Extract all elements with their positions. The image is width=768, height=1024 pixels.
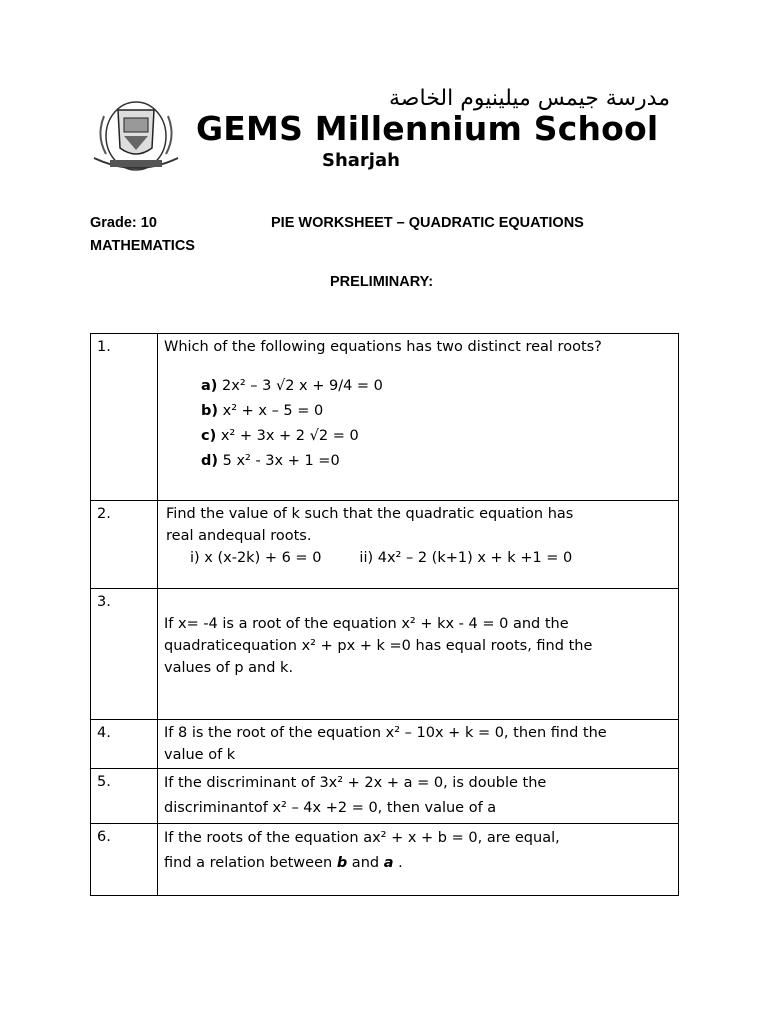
question-line: discriminantof x² – 4x +2 = 0, then value of a bbox=[164, 800, 497, 816]
section-heading: PRELIMINARY: bbox=[330, 274, 434, 290]
part-ii: ii) 4x² – 2 (k+1) x + k +1 = 0 bbox=[359, 550, 573, 566]
school-name: GEMS Millennium School bbox=[196, 109, 659, 148]
option-label: c) bbox=[201, 428, 217, 444]
worksheet-title: PIE WORKSHEET – QUADRATIC EQUATIONS bbox=[271, 215, 584, 231]
question-line: If 8 is the root of the equation x² – 10x + k = 0, then find the bbox=[164, 725, 607, 741]
variable-a: a bbox=[383, 855, 394, 871]
question-stem: Which of the following equations has two distinct real roots? bbox=[164, 339, 602, 355]
question-row bbox=[91, 824, 679, 896]
line-text: . bbox=[393, 855, 403, 871]
sub-parts bbox=[164, 547, 672, 569]
option-d bbox=[201, 449, 672, 474]
question-line bbox=[164, 851, 672, 876]
question-row bbox=[91, 769, 679, 824]
question-text bbox=[158, 501, 679, 589]
question-line: quadraticequation x² + px + k =0 has equal roots, find the bbox=[164, 638, 593, 654]
line-text: and bbox=[347, 855, 384, 871]
question-line: If x= -4 is a root of the equation x² + kx - 4 = 0 and the bbox=[164, 616, 569, 632]
question-row bbox=[91, 501, 679, 589]
line-text: find a relation between bbox=[164, 855, 337, 871]
question-line: If the roots of the equation ax² + x + b = 0, are equal, bbox=[164, 830, 560, 846]
question-text bbox=[158, 589, 679, 720]
question-number: 1. bbox=[91, 334, 158, 501]
option-label: d) bbox=[201, 453, 219, 469]
grade-label: Grade: 10 bbox=[90, 215, 157, 231]
part-i: i) x (x-2k) + 6 = 0 bbox=[190, 550, 322, 566]
question-row bbox=[91, 334, 679, 501]
question-number: 2. bbox=[91, 501, 158, 589]
option-text: x² + x – 5 = 0 bbox=[222, 403, 324, 419]
question-line: If the discriminant of 3x² + 2x + a = 0, is double the bbox=[164, 775, 547, 791]
school-crest-icon bbox=[90, 96, 182, 176]
option-label: b) bbox=[201, 403, 219, 419]
option-text: 2x² – 3 √2 x + 9/4 = 0 bbox=[222, 378, 383, 394]
question-number: 5. bbox=[91, 769, 158, 824]
question-line: real andequal roots. bbox=[166, 528, 312, 544]
question-text bbox=[158, 824, 679, 896]
variable-b: b bbox=[336, 855, 348, 871]
options-list bbox=[201, 374, 672, 474]
questions-table bbox=[90, 333, 679, 896]
question-text bbox=[158, 334, 679, 501]
question-number: 3. bbox=[91, 589, 158, 720]
school-city: Sharjah bbox=[322, 150, 400, 171]
option-text: x² + 3x + 2 √2 = 0 bbox=[220, 428, 359, 444]
question-line: Find the value of k such that the quadratic equation has bbox=[166, 506, 574, 522]
subject-label: MATHEMATICS bbox=[90, 238, 195, 254]
option-b bbox=[201, 399, 672, 424]
option-a bbox=[201, 374, 672, 399]
school-name-arabic: مدرسة جيمس ميلينيوم الخاصة bbox=[389, 86, 670, 111]
question-text bbox=[158, 769, 679, 824]
question-row bbox=[91, 589, 679, 720]
question-text bbox=[158, 720, 679, 769]
question-number: 6. bbox=[91, 824, 158, 896]
question-line: value of k bbox=[164, 747, 236, 763]
question-row bbox=[91, 720, 679, 769]
option-c bbox=[201, 424, 672, 449]
option-text: 5 x² - 3x + 1 =0 bbox=[222, 453, 340, 469]
question-number: 4. bbox=[91, 720, 158, 769]
question-line: values of p and k. bbox=[164, 660, 294, 676]
option-label: a) bbox=[201, 378, 218, 394]
